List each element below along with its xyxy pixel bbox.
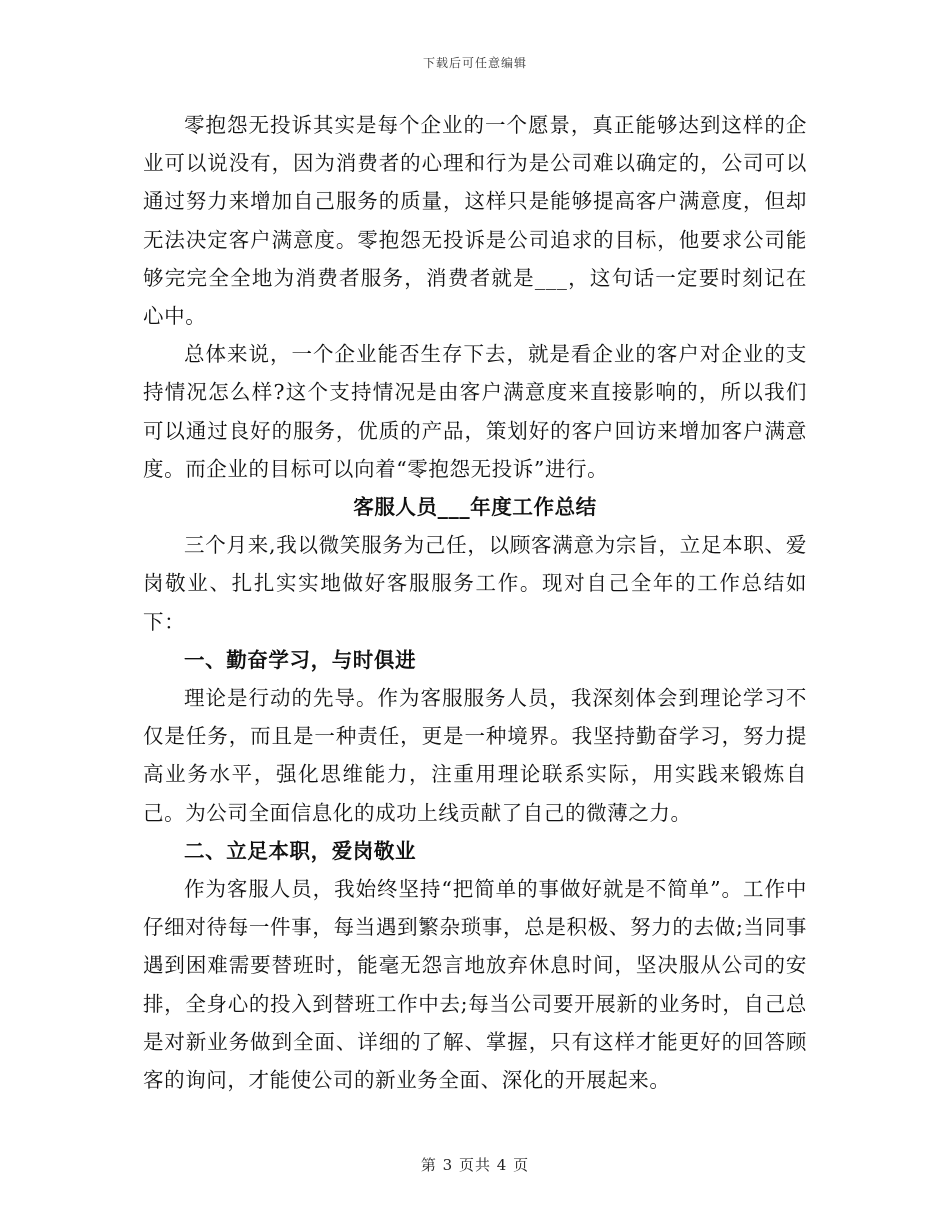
paragraph-zero-complaint: 零抱怨无投诉其实是每个企业的一个愿景，真正能够达到这样的企业可以说没有，因为消费者的心理和行为是公司难以确定的，公司可以通过努力来增加自己服务的质量，这样只是能够提高客户满意度，但却无法决定客户满意度。零抱怨无投诉是公司追求的目标，他要求公司能够完完全全地为消费者服务，消费者就是___，这句话一定要时刻记在心中。 xyxy=(143,113,807,329)
document-title: 客服人员___年度工作总结 xyxy=(353,495,597,520)
paragraph-study: 理论是行动的先导。作为客服服务人员，我深刻体会到理论学习不仅是任务，而且是一种责任，更是一种境界。我坚持勤奋学习，努力提高业务水平，强化思维能力，注重用理论联系实际，用实践来锻炼自己。为公司全面信息化的成功上线贡献了自己的微薄之力。 xyxy=(143,686,807,825)
paragraph-duty: 作为客服人员，我始终坚持“把简单的事做好就是不简单”。工作中仔细对待每一件事，每当遇到繁杂琐事，总是积极、努力的去做;当同事遇到困难需要替班时，能毫无怨言地放弃休息时间，坚决服从公司的安排，全身心的投入到替班工作中去;每当公司要开展新的业务时，自己总是对新业务做到全面、详细的了解、掌握，只有这样才能更好的回答顾客的询问，才能使公司的新业务全面、深化的开展起来。 xyxy=(143,877,807,1093)
section-heading-duty: 二、立足本职，爱岗敬业 xyxy=(184,838,417,863)
document-body xyxy=(143,106,807,1099)
paragraph-intro: 三个月来,我以微笑服务为己任，以顾客满意为宗旨，立足本职、爱岗敬业、扎扎实实地做好客服服务工作。现对自己全年的工作总结如下： xyxy=(143,533,807,634)
header-note: 下载后可任意编辑 xyxy=(422,56,527,70)
page-number: 第 3 页共 4 页 xyxy=(420,1156,530,1174)
paragraph-customer-satisfaction: 总体来说，一个企业能否生存下去，就是看企业的客户对企业的支持情况怎么样?这个支持情况是由客户满意度来直接影响的，所以我们可以通过良好的服务，优质的产品，策划好的客户回访来增加客户满意度。而企业的目标可以向着“零抱怨无投诉”进行。 xyxy=(143,342,807,481)
section-heading-study: 一、勤奋学习，与时俱进 xyxy=(184,647,417,672)
